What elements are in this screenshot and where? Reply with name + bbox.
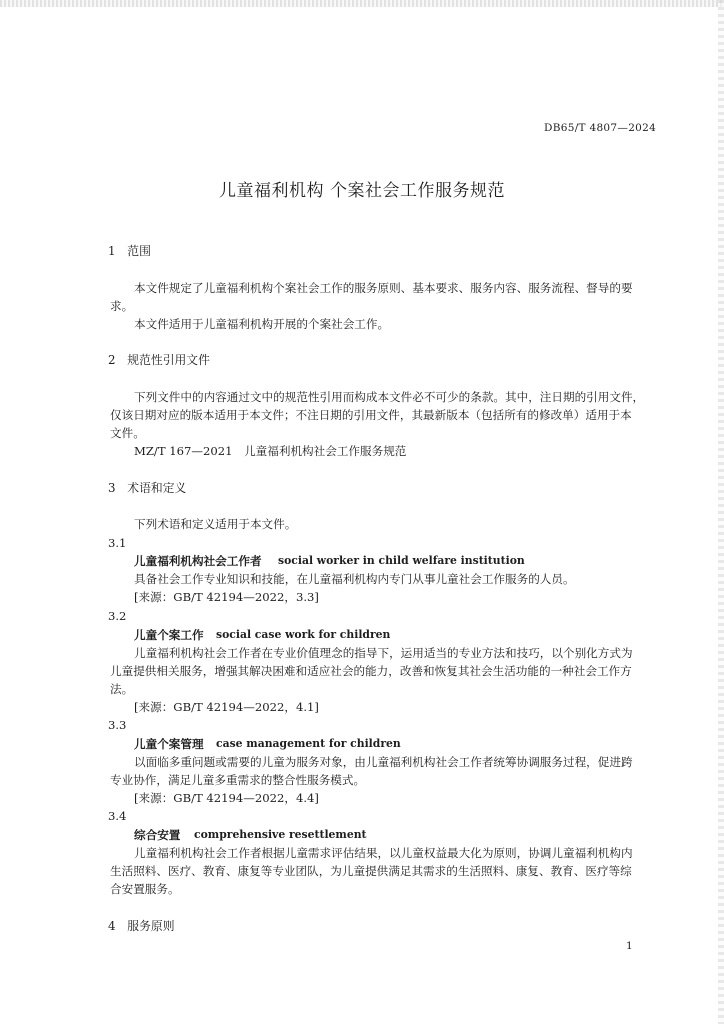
term-3-2-definition-line-2: 儿童提供相关服务，增强其解决困难和适应社会的能力，改善和恢复其社会生活功能的一种社会工作方 (110, 664, 632, 678)
term-3-3-source: [来源：GB/T 42194—2022，4.4] (134, 791, 319, 805)
term-3-2-definition-line-3: 法。 (110, 682, 134, 696)
scan-edge-right (718, 0, 724, 1024)
term-3-4-definition-line-1: 儿童福利机构社会工作者根据儿童需求评估结果，以儿童权益最大化为原则，协调儿童福利机构内 (134, 846, 633, 860)
section-1-paragraph-1-line-1: 本文件规定了儿童福利机构个案社会工作的服务原则、基本要求、服务内容、服务流程、督导的要 (134, 281, 633, 295)
scan-edge-top (0, 0, 724, 7)
document-title: 儿童福利机构 个案社会工作服务规范 (219, 181, 505, 201)
page-number: 1 (626, 940, 633, 952)
term-3-2-definition-line-1: 儿童福利机构社会工作者在专业价值理念的指导下，运用适当的专业方法和技巧，以个别化方式为 (134, 646, 633, 660)
term-3-4-definition-line-2: 生活照料、医疗、教育、康复等专业团队，为儿童提供满足其需求的生活照料、康复、教育、医疗等综 (110, 864, 632, 878)
term-3-2-chinese: 儿童个案工作 (134, 628, 204, 642)
term-3-3-chinese: 儿童个案管理 (134, 737, 204, 751)
section-2-paragraph-line-2: 仅该日期对应的版本适用于本文件；不注日期的引用文件，其最新版本（包括所有的修改单）适用于本 (110, 408, 632, 422)
term-3-1-source: [来源：GB/T 42194—2022，3.3] (134, 590, 319, 604)
term-3-1-definition: 具备社会工作专业知识和技能，在儿童福利机构内专门从事儿童社会工作服务的人员。 (134, 572, 575, 586)
term-3-4-chinese: 综合安置 (134, 828, 181, 842)
normative-reference: MZ/T 167—2021 儿童福利机构社会工作服务规范 (134, 444, 407, 458)
term-3-4-number: 3.4 (108, 809, 127, 823)
term-3-4-definition-line-3: 合安置服务。 (110, 882, 180, 896)
section-4-heading: 4 服务原则 (108, 919, 175, 933)
section-1-heading: 1 范围 (108, 244, 151, 258)
section-2-heading: 2 规范性引用文件 (108, 353, 210, 367)
term-3-3-definition-line-2: 专业协作，满足儿童多重需求的整合性服务模式。 (110, 773, 366, 787)
term-3-1-chinese: 儿童福利机构社会工作者 (134, 554, 262, 568)
section-1-paragraph-2: 本文件适用于儿童福利机构开展的个案社会工作。 (134, 317, 390, 331)
term-3-2-english: social case work for children (216, 628, 391, 641)
section-1-paragraph-1-line-2: 求。 (110, 299, 134, 313)
section-3-heading: 3 术语和定义 (108, 481, 187, 495)
term-3-1-english: social worker in child welfare institution (278, 554, 525, 567)
term-3-2-source: [来源：GB/T 42194—2022，4.1] (134, 700, 319, 714)
document-code: DB65/T 4807—2024 (544, 122, 657, 134)
term-3-3-definition-line-1: 以面临多重问题或需要的儿童为服务对象，由儿童福利机构社会工作者统筹协调服务过程，促进跨 (134, 755, 633, 769)
term-3-2-number: 3.2 (108, 609, 127, 623)
term-3-3-number: 3.3 (108, 718, 127, 732)
term-3-3-english: case management for children (216, 737, 401, 750)
term-3-1-number: 3.1 (108, 536, 127, 550)
term-3-4-english: comprehensive resettlement (194, 828, 367, 841)
section-3-intro: 下列术语和定义适用于本文件。 (134, 517, 297, 531)
section-2-paragraph-line-3: 文件。 (110, 426, 145, 440)
section-2-paragraph-line-1: 下列文件中的内容通过文中的规范性引用而构成本文件必不可少的条款。其中，注日期的引用文件， (134, 390, 645, 404)
